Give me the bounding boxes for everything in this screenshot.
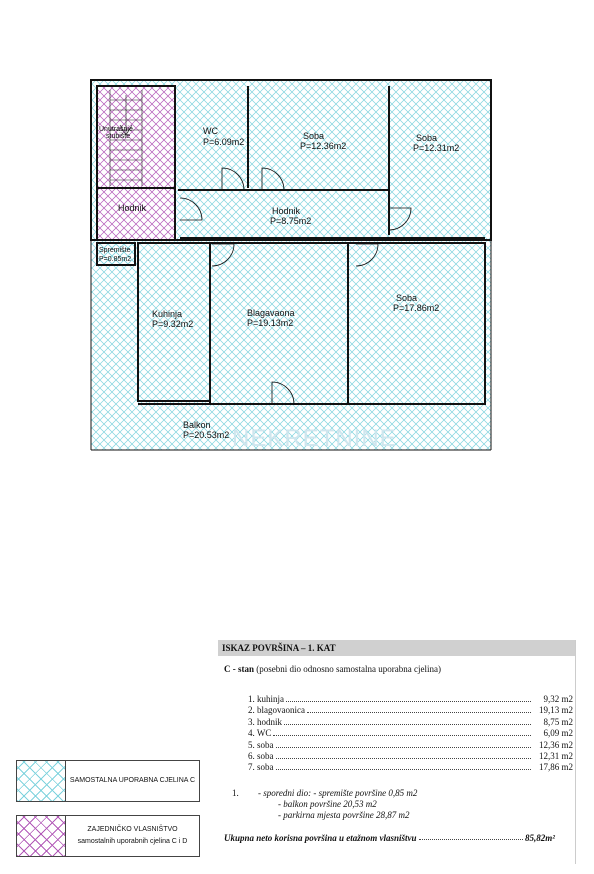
total-value: 85,82m² (525, 832, 555, 843)
table-subtitle (224, 664, 575, 674)
row-value: 12,36 m2 (538, 739, 573, 750)
room-area-wc: P=6.09m2 (203, 137, 245, 147)
table-title: ISKAZ POVRŠINA – 1. KAT (218, 640, 575, 656)
row-value: 12,31 m2 (538, 750, 573, 761)
table-row (248, 728, 573, 739)
stairs-label-line-2: stubište (106, 133, 131, 140)
secondary-line-3: - parkirna mjesta površine 28,87 m2 (278, 809, 410, 820)
room-rows (218, 694, 575, 774)
legend-label: SAMOSTALNA UPORABNA CJELINA C (69, 777, 196, 784)
legend-swatch-cyan (17, 761, 66, 801)
table-row (248, 751, 573, 762)
table-row (248, 740, 573, 751)
table-subtitle-unit: C - stan (224, 664, 255, 674)
legend-swatch-purple (17, 816, 66, 856)
stairs-label-line-1: Unutrašnje (99, 126, 133, 133)
row-label: 4. WC (248, 728, 272, 739)
room-name-balkon: Balkon (183, 420, 211, 430)
row-label: 7. soba (248, 762, 274, 773)
room-area-hodnik-main: P=8.75m2 (270, 216, 312, 226)
area-table (218, 640, 576, 864)
table-row (248, 762, 573, 773)
room-area-kuhinja: P=9.32m2 (152, 319, 194, 329)
legend-sublabel: samostalnih uporabnih cjelina C i D (77, 838, 188, 845)
row-label: 3. hodnik (248, 716, 283, 727)
row-value: 9,32 m2 (543, 694, 573, 704)
room-name-hodnik-left: Hodnik (118, 203, 147, 213)
secondary-areas (218, 788, 575, 821)
total-row (224, 833, 555, 843)
room-area-spremiste: P=0.85m2 (99, 256, 132, 263)
secondary-line-2: - balkon površine 20,53 m2 (278, 798, 377, 809)
room-area-balkon: P=20.53m2 (183, 430, 230, 440)
legend-label: ZAJEDNIČKO VLASNIŠTVO (87, 826, 178, 833)
table-row (248, 694, 573, 705)
row-label: 6. soba (248, 750, 274, 761)
room-name-wc: WC (203, 126, 218, 136)
watermark: NEKRETNINE (232, 425, 397, 452)
secondary-line-1: - sporedni dio: - spremište površine 0,85 m2 (258, 787, 418, 798)
row-value: 8,75 m2 (543, 716, 573, 727)
room-name-hodnik-main: Hodnik (272, 206, 301, 216)
table-subtitle-desc: (posebni dio odnosno samostalna uporabna cjelina) (254, 664, 441, 674)
secondary-num: 1. (232, 787, 239, 798)
room-area-soba-2: P=12.31m2 (413, 143, 460, 153)
table-row (248, 717, 573, 728)
total-label: Ukupna neto korisna površina u etažnom vlasništvu (224, 832, 417, 843)
table-row (248, 705, 573, 716)
room-name-soba-3: Soba (396, 293, 418, 303)
row-value: 6,09 m2 (543, 728, 573, 739)
row-value: 19,13 m2 (538, 705, 573, 716)
room-name-spremiste: Spremište (99, 247, 131, 254)
room-name-soba-1: Soba (303, 131, 325, 141)
room-name-soba-2: Soba (416, 133, 438, 143)
row-label: 1. kuhinja (248, 694, 284, 704)
row-label: 5. soba (248, 739, 274, 750)
legend-item-samostalna (16, 760, 200, 802)
room-area-blagavaona: P=19.13m2 (247, 318, 294, 328)
row-label: 2. blagovaonica (248, 705, 305, 716)
room-name-kuhinja: Kuhinja (152, 309, 183, 319)
room-area-soba-3: P=17.86m2 (393, 303, 440, 313)
row-value: 17,86 m2 (538, 762, 573, 773)
room-area-soba-1: P=12.36m2 (300, 141, 347, 151)
room-name-blagavaona: Blagavaona (247, 308, 295, 318)
legend-item-zajednicko (16, 815, 200, 857)
